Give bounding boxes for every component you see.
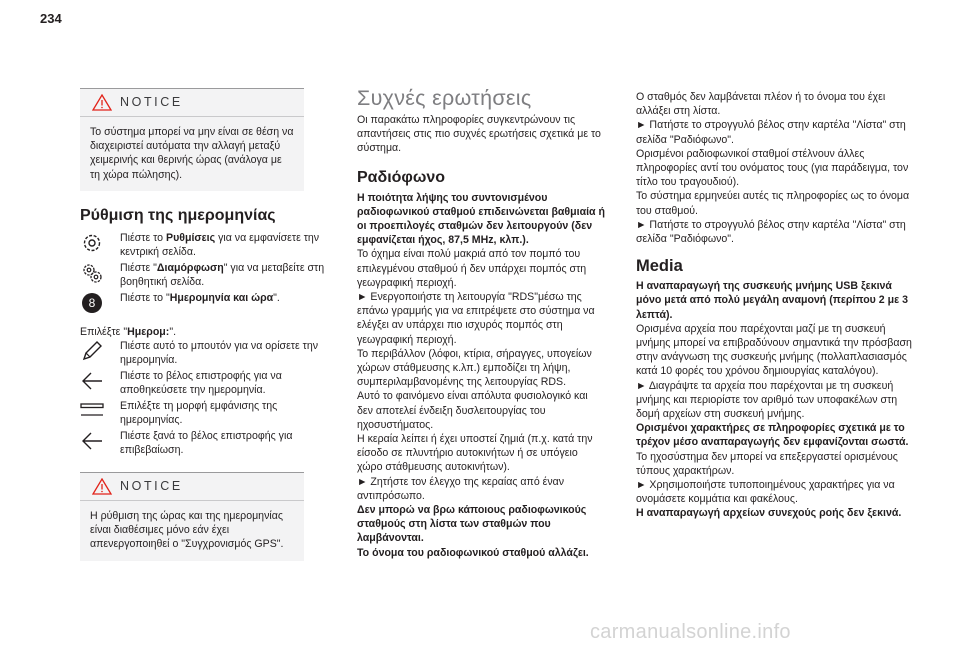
gear-icon [80,231,104,255]
step-date-format: Επιλέξτε τη μορφή εμφάνισης της ημερομηνίας. [80,399,325,427]
back-arrow-icon [80,429,104,453]
step-confirm: Πιέστε ξανά το βέλος επιστροφής για επιβεβαίωση. [80,429,325,457]
back-arrow-icon [80,369,104,393]
format-icon [80,399,104,423]
notice-text: Το σύστημα μπορεί να μην είναι σε θέση να διαχειριστεί αυτόματα την αλλαγή μεταξύ χειμερινής και θερινής ώρας (ανάλογα με τη χώρα πώλησης). [90,126,294,181]
notice-box [80,472,304,561]
page-number: 234 [40,11,62,26]
warning-icon [92,94,112,111]
step-set-date: Πιέστε αυτό το μπουτόν για να ορίσετε την ημερομηνία. [80,339,325,367]
notice-text: Η ρύθμιση της ώρας και της ημερομηνίας είναι διαθέσιμες μόνο εάν έχει απενεργοποιηθεί ο "Συγχρονισμός GPS". [90,510,284,551]
step-date-time: 8 Πιέστε το "Ημερομηνία και ώρα". [80,291,325,305]
notice-title: NOTICE [120,95,183,109]
notice-box [80,88,304,191]
svg-text:8: 8 [88,296,96,310]
media-heading: Media [636,257,683,276]
faq-title: Συχνές ερωτήσεις [357,86,532,110]
question: Δεν μπορώ να βρω κάποιους ραδιοφωνικούς σταθμούς στη λίστα των σταθμών που λαμβάνονται. [357,504,587,545]
question: Η αναπαραγωγή της συσκευής μνήμης USB ξεκινά μόνο μετά από πολύ μεγάλη αναμονή (περίπου 2 με 3 λεπτά). [636,280,908,321]
radio-heading: Ραδιόφωνο [357,168,446,186]
question: Το όνομα του ραδιοφωνικού σταθμού αλλάζει. [357,546,589,559]
notice-title: NOTICE [120,479,183,493]
watermark: carmanualsonline.info [590,621,791,643]
double-gear-icon [80,261,104,285]
step-save-date: Πιέστε το βέλος επιστροφής για να αποθηκεύσετε την ημερομηνία. [80,369,325,397]
pencil-icon [80,339,104,363]
warning-icon [92,478,112,495]
clock-icon [80,291,104,315]
question: Η ποιότητα λήψης του συντονισμένου ραδιοφωνικού σταθμού επιδεινώνεται βαθμιαία ή οι προεπιλογές σταθμών δεν λειτουργούν (δεν εμφανίζεται ήχος, 87,5 MHz, κλπ.). [357,191,605,247]
section-heading: Ρύθμιση της ημερομηνίας [80,207,276,224]
step-configuration: Πιέστε "Διαμόρφωση" για να μεταβείτε στη βοηθητική σελίδα. [80,261,325,289]
question: Ορισμένοι χαρακτήρες σε πληροφορίες σχετικά με το τρέχον μέσο αναπαραγωγής δεν εμφανίζονται σωστά. [636,422,909,449]
faq-column: Ο σταθμός δεν λαμβάνεται πλέον ή το όνομα του έχει αλλάξει στη λίστα. ► Πατήστε το στρογγυλό βέλος στην καρτέλα "Λίστα" στη σελίδα "Ραδιόφωνο". Ορισμένοι ραδιοφωνικοί σταθμοί στέλνουν άλλες πληροφορίες αντί του ονόματος τους (για παράδειγμα, τον τίτλο του τραγουδιού). Το σύστημα ερμηνεύει αυτές τις πληροφορίες ως το όνομα του σταθμού. ► Πατήστε το στρογγυλό βέλος στην καρτέλα "Λίστα" στη σελίδα "Ραδιόφωνο". Media Η αναπαραγωγή της συσκευής μνήμης USB ξεκινά μόνο μετά από πολύ μεγάλη αναμονή (περίπου 2 με 3 λεπτά). Ορισμένα αρχεία που παρέχονται μαζί με τη συσκευή μνήμης μπορεί να επιβραδύνουν σημαντικά την πρόσβαση στην ανάγνωση της συσκευής μνήμης (πολλαπλασιασμός κατά 10 φορές του χρόνου δημιουργίας καταλόγου). ► Διαγράψτε τα αρχεία που παρέχονται με τη συσκευή μνήμης και περιορίστε τον αριθμό των υποφακέλων στη δομή αρχείων στη συσκευή μνήμης. Ορισμένοι χαρακτήρες σε πληροφορίες σχετικά με το τρέχον μέσο αναπαραγωγής δεν εμφανίζονται σωστά. Το ηχοσύστημα δεν μπορεί να επεξεργαστεί ορισμένους τύπους χαρακτήρων. ► Χρησιμοποιήστε τυποποιημένους χαρακτήρες για να ονομάσετε κομμάτια και φακέλους. Η αναπαραγωγή αρχείων συνεχούς ροής δεν ξεκινά. [636,91,912,520]
step-settings: Πιέστε το Ρυθμίσεις για να εμφανίσετε την κεντρική σελίδα. [80,231,325,259]
faq-column: Οι παρακάτω πληροφορίες συγκεντρώνουν τις απαντήσεις στις πιο συχνές ερωτήσεις σχετικά με το σύστημα. Ραδιόφωνο Η ποιότητα λήψης του συντονισμένου ραδιοφωνικού σταθμού επιδεινώνεται βαθμιαία ή οι προεπιλογές σταθμών δεν λειτουργούν (δεν εμφανίζεται ήχος, 87,5 MHz, κλπ.). Το όχημα είναι πολύ μακριά από τον πομπό του επιλεγμένου σταθμού ή δεν υπάρχει πομπός στη γεωγραφική περιοχή. ► Ενεργοποιήστε τη λειτουργία "RDS"μέσω της επάνω γραμμής για να επιτρέψετε στο σύστημα να ελέγξει αν υπάρχει πιο ισχυρός πομπός στη γεωγραφική περιοχή. Το περιβάλλον (λόφοι, κτίρια, σήραγγες, υπογείων χώρων στάθμευσης κ.λπ.) εμποδίζει τη λήψη, συμπεριλαμβανομένης της λειτουργίας RDS. Αυτό το φαινόμενο είναι απόλυτα φυσιολογικό και δεν αποτελεί ένδειξη δυσλειτουργίας του ηχοσυστήματος. Η κεραία λείπει ή έχει υποστεί ζημιά (π.χ. κατά την είσοδο σε πλυντήριο αυτοκινήτων ή σε υπόγειο χώρο στάθμευσης αυτοκινήτων). ► Ζητήστε τον έλεγχο της κεραίας από έναν αντιπρόσωπο. Δεν μπορώ να βρω κάποιους ραδιοφωνικούς σταθμούς στη λίστα των σταθμών που λαμβάνονται. Το όνομα του ραδιοφωνικού σταθμού αλλάζει. [357,114,605,559]
select-date-text: Επιλέξτε "Ημερομ:". [80,326,177,338]
question: Η αναπαραγωγή αρχείων συνεχούς ροής δεν ξεκινά. [636,507,902,520]
